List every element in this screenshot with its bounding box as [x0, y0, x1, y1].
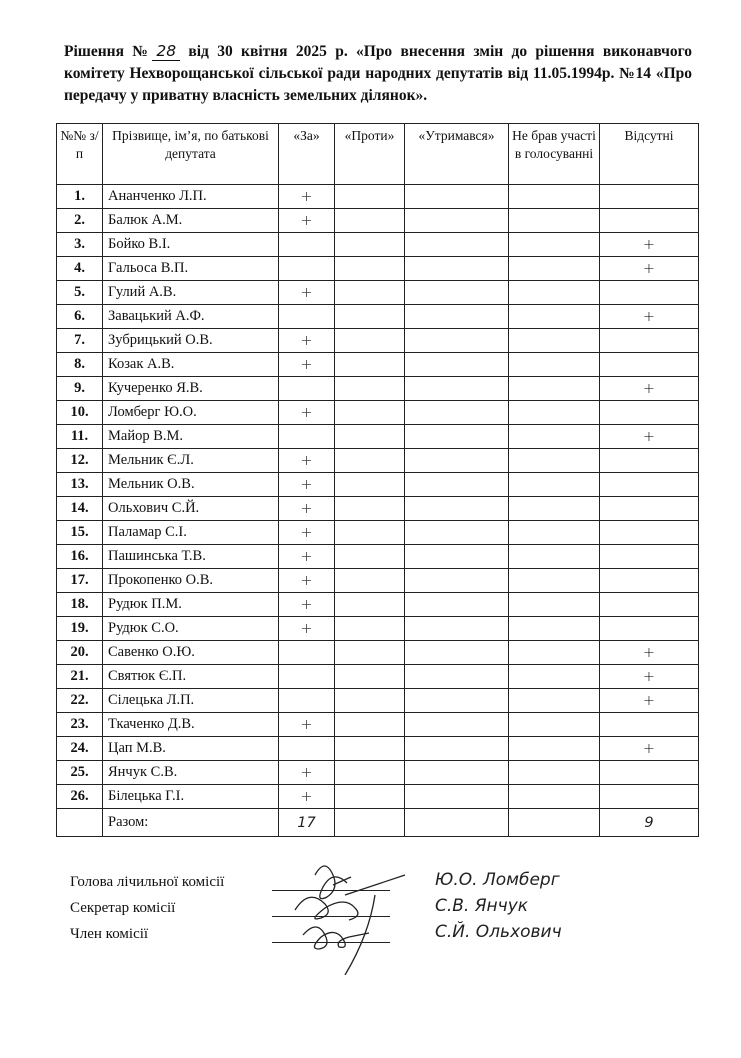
- absent-cell: [600, 713, 699, 737]
- col-not-voted-header: Не брав участі в голосуванні: [509, 124, 600, 185]
- table-row: [57, 761, 699, 785]
- signature-role: Член комісії: [70, 926, 149, 942]
- absent-cell: +: [600, 377, 699, 401]
- row-number: 18.: [57, 593, 103, 617]
- vote-for-cell: +: [279, 761, 335, 785]
- not-voted-cell: [509, 761, 600, 785]
- not-voted-cell: [509, 353, 600, 377]
- deputy-name: Рудюк С.О.: [103, 617, 279, 641]
- heading-text: від 30 квітня 2025 р. «Про внесення змін до рішення виконавчого комітету Нехворощанської сільської ради народних депутатів від 11.05.1994р. №14 «Про передачу у приватну власність земельних ділянок».: [64, 43, 692, 104]
- vote-against-cell: [335, 281, 405, 305]
- not-voted-cell: [509, 521, 600, 545]
- deputy-name: Святюк Є.П.: [103, 665, 279, 689]
- vote-abstained-cell: [405, 617, 509, 641]
- col-name-header: Прізвище, ім’я, по батькові депутата: [103, 124, 279, 185]
- row-number: 20.: [57, 641, 103, 665]
- not-voted-cell: [509, 401, 600, 425]
- deputy-name: Балюк А.М.: [103, 209, 279, 233]
- vote-for-cell: +: [279, 785, 335, 809]
- signature-name: С.В. Янчук: [435, 896, 529, 916]
- vote-for-cell: +: [279, 353, 335, 377]
- absent-cell: [600, 569, 699, 593]
- absent-cell: +: [600, 737, 699, 761]
- not-voted-cell: [509, 785, 600, 809]
- not-voted-cell: [509, 233, 600, 257]
- vote-against-cell: [335, 665, 405, 689]
- total-for: 17: [279, 809, 335, 837]
- absent-cell: +: [600, 425, 699, 449]
- vote-abstained-cell: [405, 545, 509, 569]
- vote-against-cell: [335, 233, 405, 257]
- vote-for-cell: [279, 233, 335, 257]
- not-voted-cell: [509, 713, 600, 737]
- vote-abstained-cell: [405, 737, 509, 761]
- deputy-name: Зубрицький О.В.: [103, 329, 279, 353]
- vote-against-cell: [335, 593, 405, 617]
- absent-cell: +: [600, 305, 699, 329]
- vote-against-cell: [335, 497, 405, 521]
- absent-cell: +: [600, 257, 699, 281]
- deputy-name: Майор В.М.: [103, 425, 279, 449]
- table-row: [57, 449, 699, 473]
- table-row: [57, 209, 699, 233]
- table-row: [57, 545, 699, 569]
- row-number: 6.: [57, 305, 103, 329]
- vote-for-cell: +: [279, 473, 335, 497]
- vote-abstained-cell: [405, 353, 509, 377]
- vote-for-cell: [279, 305, 335, 329]
- not-voted-cell: [509, 473, 600, 497]
- not-voted-cell: [509, 617, 600, 641]
- vote-for-cell: +: [279, 497, 335, 521]
- vote-against-cell: [335, 737, 405, 761]
- absent-cell: [600, 593, 699, 617]
- absent-cell: [600, 353, 699, 377]
- deputy-name: Мельник О.В.: [103, 473, 279, 497]
- vote-against-cell: [335, 449, 405, 473]
- col-against-header: «Проти»: [335, 124, 405, 185]
- table-row: [57, 665, 699, 689]
- vote-for-cell: +: [279, 713, 335, 737]
- vote-for-cell: +: [279, 521, 335, 545]
- vote-abstained-cell: [405, 761, 509, 785]
- deputy-name: Кучеренко Я.В.: [103, 377, 279, 401]
- absent-cell: [600, 617, 699, 641]
- not-voted-cell: [509, 449, 600, 473]
- deputy-name: Ткаченко Д.В.: [103, 713, 279, 737]
- vote-against-cell: [335, 209, 405, 233]
- table-row: [57, 593, 699, 617]
- vote-abstained-cell: [405, 233, 509, 257]
- table-row: [57, 473, 699, 497]
- total-empty-cell: [57, 809, 103, 837]
- not-voted-cell: [509, 545, 600, 569]
- vote-for-cell: [279, 665, 335, 689]
- row-number: 9.: [57, 377, 103, 401]
- vote-against-cell: [335, 329, 405, 353]
- not-voted-cell: [509, 689, 600, 713]
- table-row: [57, 353, 699, 377]
- row-number: 12.: [57, 449, 103, 473]
- absent-cell: +: [600, 641, 699, 665]
- table-row: [57, 521, 699, 545]
- deputy-name: Білецька Г.І.: [103, 785, 279, 809]
- vote-abstained-cell: [405, 521, 509, 545]
- vote-for-cell: +: [279, 593, 335, 617]
- vote-abstained-cell: [405, 305, 509, 329]
- row-number: 21.: [57, 665, 103, 689]
- table-row: [57, 737, 699, 761]
- vote-for-cell: +: [279, 545, 335, 569]
- vote-against-cell: [335, 641, 405, 665]
- total-absent: 9: [600, 809, 699, 837]
- signature-name: Ю.О. Ломберг: [435, 870, 560, 890]
- absent-cell: +: [600, 689, 699, 713]
- absent-cell: [600, 785, 699, 809]
- row-number: 17.: [57, 569, 103, 593]
- deputy-name: Ананченко Л.П.: [103, 185, 279, 209]
- col-abstained-header: «Утримався»: [405, 124, 509, 185]
- vote-against-cell: [335, 257, 405, 281]
- signature-role: Голова лічильної комісії: [70, 874, 225, 890]
- decision-number: 28: [152, 42, 180, 61]
- vote-abstained-cell: [405, 665, 509, 689]
- not-voted-cell: [509, 329, 600, 353]
- vote-abstained-cell: [405, 713, 509, 737]
- deputy-name: Савенко О.Ю.: [103, 641, 279, 665]
- table-row: [57, 641, 699, 665]
- decision-heading: [64, 40, 692, 107]
- deputy-name: Ломберг Ю.О.: [103, 401, 279, 425]
- vote-against-cell: [335, 521, 405, 545]
- vote-against-cell: [335, 401, 405, 425]
- vote-for-cell: +: [279, 617, 335, 641]
- vote-abstained-cell: [405, 641, 509, 665]
- not-voted-cell: [509, 209, 600, 233]
- row-number: 8.: [57, 353, 103, 377]
- deputy-name: Бойко В.І.: [103, 233, 279, 257]
- deputy-name: Гальоса В.П.: [103, 257, 279, 281]
- vote-for-cell: [279, 641, 335, 665]
- absent-cell: [600, 185, 699, 209]
- not-voted-cell: [509, 185, 600, 209]
- absent-cell: [600, 497, 699, 521]
- deputy-name: Янчук С.В.: [103, 761, 279, 785]
- table-row: [57, 713, 699, 737]
- vote-for-cell: +: [279, 449, 335, 473]
- table-row: [57, 617, 699, 641]
- vote-for-cell: +: [279, 281, 335, 305]
- total-label: Разом:: [103, 809, 279, 837]
- vote-against-cell: [335, 377, 405, 401]
- deputy-name: Прокопенко О.В.: [103, 569, 279, 593]
- vote-abstained-cell: [405, 377, 509, 401]
- vote-for-cell: [279, 377, 335, 401]
- col-absent-header: Відсутні: [600, 124, 699, 185]
- row-number: 24.: [57, 737, 103, 761]
- col-number-header: №№ з/п: [57, 124, 103, 185]
- table-row: [57, 305, 699, 329]
- vote-abstained-cell: [405, 569, 509, 593]
- absent-cell: [600, 473, 699, 497]
- vote-for-cell: [279, 425, 335, 449]
- vote-for-cell: [279, 689, 335, 713]
- row-number: 10.: [57, 401, 103, 425]
- deputy-name: Ольхович С.Й.: [103, 497, 279, 521]
- table-row: [57, 569, 699, 593]
- vote-abstained-cell: [405, 425, 509, 449]
- not-voted-cell: [509, 641, 600, 665]
- vote-abstained-cell: [405, 593, 509, 617]
- table-row: [57, 257, 699, 281]
- table-row: [57, 233, 699, 257]
- vote-abstained-cell: [405, 785, 509, 809]
- absent-cell: [600, 449, 699, 473]
- vote-for-cell: +: [279, 401, 335, 425]
- table-row: [57, 329, 699, 353]
- absent-cell: [600, 545, 699, 569]
- row-number: 15.: [57, 521, 103, 545]
- deputy-name: Сілецька Л.П.: [103, 689, 279, 713]
- deputy-name: Цап М.В.: [103, 737, 279, 761]
- table-row: [57, 785, 699, 809]
- vote-against-cell: [335, 569, 405, 593]
- deputy-name: Мельник Є.Л.: [103, 449, 279, 473]
- not-voted-cell: [509, 665, 600, 689]
- signature-name: С.Й. Ольхович: [435, 922, 562, 942]
- total-against: [335, 809, 405, 837]
- row-number: 2.: [57, 209, 103, 233]
- vote-against-cell: [335, 785, 405, 809]
- row-number: 25.: [57, 761, 103, 785]
- heading-prefix: Рішення №: [64, 43, 153, 60]
- not-voted-cell: [509, 425, 600, 449]
- vote-against-cell: [335, 185, 405, 209]
- deputy-name: Паламар С.І.: [103, 521, 279, 545]
- handwritten-signatures: [275, 855, 415, 975]
- deputy-name: Рудюк П.М.: [103, 593, 279, 617]
- vote-abstained-cell: [405, 329, 509, 353]
- table-row: [57, 425, 699, 449]
- vote-for-cell: +: [279, 185, 335, 209]
- absent-cell: [600, 521, 699, 545]
- vote-for-cell: [279, 257, 335, 281]
- absent-cell: [600, 761, 699, 785]
- absent-cell: +: [600, 233, 699, 257]
- deputy-name: Завацький А.Ф.: [103, 305, 279, 329]
- not-voted-cell: [509, 593, 600, 617]
- total-not-voted: [509, 809, 600, 837]
- row-number: 19.: [57, 617, 103, 641]
- vote-abstained-cell: [405, 401, 509, 425]
- total-row: [57, 809, 699, 837]
- vote-abstained-cell: [405, 497, 509, 521]
- vote-abstained-cell: [405, 449, 509, 473]
- table-header-row: [57, 124, 699, 185]
- deputy-name: Козак А.В.: [103, 353, 279, 377]
- vote-for-cell: +: [279, 209, 335, 233]
- vote-abstained-cell: [405, 281, 509, 305]
- vote-abstained-cell: [405, 689, 509, 713]
- deputy-name: Гулий А.В.: [103, 281, 279, 305]
- not-voted-cell: [509, 257, 600, 281]
- row-number: 13.: [57, 473, 103, 497]
- row-number: 1.: [57, 185, 103, 209]
- absent-cell: [600, 329, 699, 353]
- vote-abstained-cell: [405, 209, 509, 233]
- absent-cell: +: [600, 665, 699, 689]
- table-row: [57, 401, 699, 425]
- vote-against-cell: [335, 425, 405, 449]
- vote-against-cell: [335, 713, 405, 737]
- row-number: 7.: [57, 329, 103, 353]
- row-number: 4.: [57, 257, 103, 281]
- row-number: 14.: [57, 497, 103, 521]
- row-number: 3.: [57, 233, 103, 257]
- signature-role: Секретар комісії: [70, 900, 176, 916]
- vote-for-cell: [279, 737, 335, 761]
- vote-against-cell: [335, 689, 405, 713]
- vote-against-cell: [335, 545, 405, 569]
- row-number: 26.: [57, 785, 103, 809]
- not-voted-cell: [509, 377, 600, 401]
- col-for-header: «За»: [279, 124, 335, 185]
- row-number: 11.: [57, 425, 103, 449]
- not-voted-cell: [509, 281, 600, 305]
- not-voted-cell: [509, 737, 600, 761]
- vote-for-cell: +: [279, 569, 335, 593]
- vote-against-cell: [335, 473, 405, 497]
- vote-against-cell: [335, 761, 405, 785]
- deputy-name: Пашинська Т.В.: [103, 545, 279, 569]
- vote-abstained-cell: [405, 473, 509, 497]
- total-abstained: [405, 809, 509, 837]
- voting-table: [56, 123, 699, 837]
- vote-abstained-cell: [405, 185, 509, 209]
- absent-cell: [600, 281, 699, 305]
- absent-cell: [600, 209, 699, 233]
- vote-against-cell: [335, 617, 405, 641]
- table-row: [57, 497, 699, 521]
- vote-against-cell: [335, 305, 405, 329]
- vote-against-cell: [335, 353, 405, 377]
- not-voted-cell: [509, 497, 600, 521]
- not-voted-cell: [509, 569, 600, 593]
- vote-abstained-cell: [405, 257, 509, 281]
- absent-cell: [600, 401, 699, 425]
- table-row: [57, 281, 699, 305]
- row-number: 23.: [57, 713, 103, 737]
- vote-for-cell: +: [279, 329, 335, 353]
- table-row: [57, 185, 699, 209]
- not-voted-cell: [509, 305, 600, 329]
- table-row: [57, 377, 699, 401]
- row-number: 16.: [57, 545, 103, 569]
- row-number: 22.: [57, 689, 103, 713]
- table-row: [57, 689, 699, 713]
- row-number: 5.: [57, 281, 103, 305]
